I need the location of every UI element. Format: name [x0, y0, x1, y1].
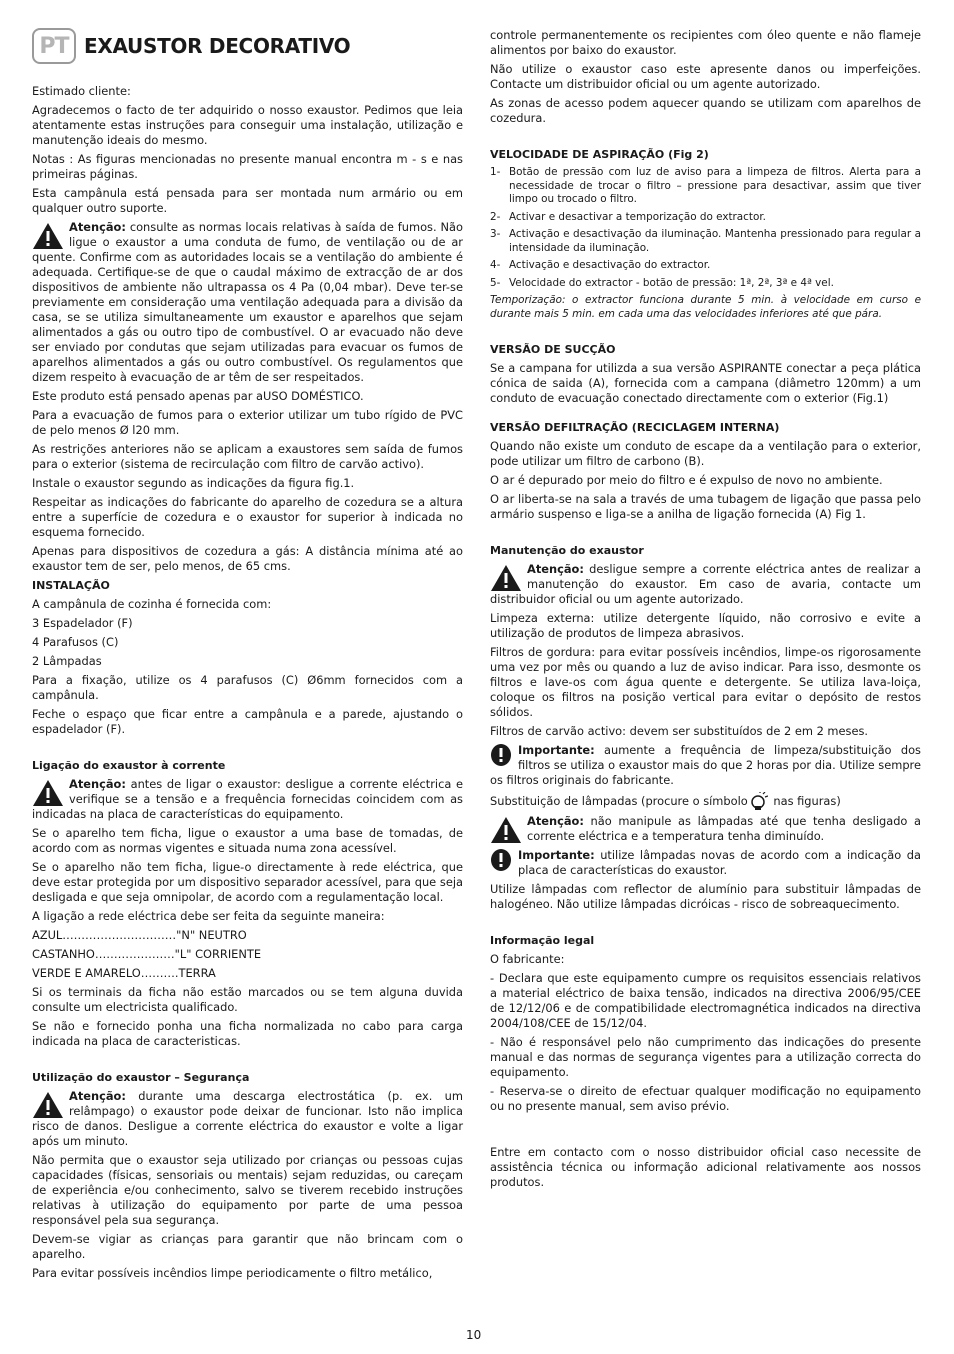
- intro-paragraph: Esta campânula está pensada para ser montada num armário ou em qualquer outro suporte.: [32, 186, 463, 215]
- wiring-line: VERDE E AMARELO……….TERRA: [32, 966, 216, 980]
- warning-label: Atenção:: [69, 220, 126, 234]
- intro-paragraph: Notas : As figuras mencionadas no presente manual encontra m - s e nas primeiras páginas.: [32, 152, 463, 181]
- section-heading-velocidade: VELOCIDADE DE ASPIRAÇÃO (Fig 2): [490, 148, 709, 161]
- lamp-replacement-line: Substituição de lâmpadas (procure o símbolo nas figuras): [490, 794, 841, 808]
- important-text: aumente a frequência de limpeza/substituição dos filtros se utiliza o exaustor mais do que 2 horas por dia. Utilize sempre os filtros originais do fabricante.: [490, 743, 921, 787]
- paragraph: Filtros de gordura: para evitar possíveis incêndios, limpe-os rigorosamente uma vez por mês ou quando a luz de aviso indicar. Para isso, desmonte os filtros e lave-os com água quente e detergente. Se utiliza lava-loiça, coloque os filtros na posição vertical para evitar o depósito de restos sólidos.: [490, 645, 921, 719]
- paragraph: controle permanentemente os recipientes com óleo quente e não flameje alimentos por baixo do exaustor.: [490, 28, 921, 57]
- section-heading-filtracao: VERSÃO DEFILTRAÇÃO (RECICLAGEM INTERNA): [490, 421, 780, 434]
- language-badge: PT: [32, 28, 76, 64]
- paragraph: Não utilize o exaustor caso este apresente danos ou imperfeições. Contacte um distribuidor oficial ou um agente autorizado.: [490, 62, 921, 91]
- warning-note: [490, 814, 921, 844]
- paragraph: Devem-se vigiar as crianças para garantir que não brincam com o aparelho.: [32, 1232, 463, 1261]
- important-note: [490, 743, 921, 788]
- paragraph: O ar é depurado por meio do filtro e é expulso de novo no ambiente.: [490, 473, 883, 487]
- paragraph: Não permita que o exaustor seja utilizado por crianças ou pessoas cujas capacidades (físicas, sensoriais ou mentais) sejam reduzidas, ou careçam de experiência e/ou conhecimento, salvo se tiverem recebido instruções relativas à utilização do equipamento por parte de uma pessoa responsável pela sua segurança.: [32, 1153, 463, 1227]
- warning-triangle-icon: [32, 222, 64, 250]
- section-heading-manutencao: Manutenção do exaustor: [490, 544, 644, 557]
- warning-text: não manipule as lâmpadas até que tenha desligado a corrente eléctrica e a temperatura tenha diminuído.: [527, 814, 921, 843]
- paragraph: Limpeza externa: utilize detergente líquido, não corrosivo e evite a utilização de produtos de limpeza abrasivos.: [490, 611, 921, 640]
- page-number: 10: [466, 1328, 482, 1342]
- warning-text: consulte as normas locais relativas à saída de fumos. Não ligue o exaustor a uma conduta de fumo, de ventilação ou de ar quente. Confirme com as autoridades locais se a ventilação do ambiente é adequada. Certifique-se de que o caudal máximo de extracção de ar dos dispositivos de ambiente não ultrapassa os 4 Pa (0,04 mbar). Deve ter-se previamente em consideração uma ventilação adequada para a divisão da casa, se se utiliza simultaneamente um exaustor e aparelhos que sejam alimentados a gás ou outro tipo de combustível. O ar evacuado não deve ser enviado por condutas que sejam utilizadas para evacuar os fumos de aparelhos alimentados a gás ou outro combustível. Os regulamentos que dizem respeito à evacuação de ar têm de ser respeitados.: [32, 220, 463, 384]
- warning-note: [32, 220, 463, 385]
- warning-text: desligue sempre a corrente eléctrica antes de realizar a manutenção do exaustor. Em caso de avaria, contacte um distribuidor oficial ou um agente autorizado.: [490, 562, 921, 606]
- section-heading-succao: VERSÃO DE SUCÇÃO: [490, 343, 616, 356]
- paragraph: Se a campana for utilizda a sua versão ASPIRANTE conectar a peça plática cónica de saida (A), fornecida com a campana (diâmetro 120mm) a um conduto de evacuação conectado directamente com o exterior (Fig.1): [490, 361, 921, 405]
- list-item: 5- Velocidade do extractor - botão de pressão: 1ª, 2ª, 3ª e 4ª vel.: [490, 276, 834, 289]
- paragraph: A ligação a rede eléctrica debe ser feita da seguinte maneira:: [32, 909, 385, 923]
- paragraph: As restrições anteriores não se aplicam a exaustores sem saída de fumos para o exterior (sistema de recirculação com filtro de carvão activo).: [32, 442, 463, 471]
- wiring-line: CASTANHO…………………"L" CORRIENTE: [32, 947, 262, 961]
- section-heading-instalacao: INSTALAÇÃO: [32, 579, 110, 592]
- intro-paragraph: Estimado cliente:: [32, 84, 131, 98]
- warning-note: [490, 562, 921, 607]
- paragraph: O ar liberta-se na sala a través de uma tubagem de ligação que passa pelo armário suspenso e liga-se a anilha de ligação fornecida (A) Fig 1.: [490, 492, 921, 521]
- bulb-icon: [750, 792, 768, 810]
- paragraph: Se não e fornecido ponha una ficha normalizada no cabo para carga indicada na placa de caracteristicas.: [32, 1019, 463, 1048]
- timer-note: Temporização: o extractor funciona durante 5 min. à velocidade em curso e durante mais 5 min. em cada uma das velocidades inferiores até que pára.: [490, 294, 921, 320]
- paragraph: - Reserva-se o direito de efectuar qualquer modificação no equipamento ou no presente manual, sem aviso prévio.: [490, 1084, 921, 1113]
- important-label: Importante:: [518, 848, 595, 862]
- paragraph: Para a evacuação de fumos para o exterior utilizar um tubo rígido de PVC de pelo menos Ø l20 mm.: [32, 408, 463, 437]
- exclamation-circle-icon: [490, 743, 512, 767]
- paragraph: Este produto está pensado apenas par aUSO DOMÉSTICO.: [32, 389, 364, 403]
- list-item: 3 Espadelador (F): [32, 616, 133, 630]
- paragraph: - Declara que este equipamento cumpre os requisitos essenciais relativos a material eléctrico de baixa tensão, indicados na directiva 2006/95/CEE de 12/12/06 e de compatibilidade electromagnética indicados na directiva 2004/108/CEE de 15/12/04.: [490, 971, 921, 1030]
- paragraph: Quando não existe um conduto de escape da a ventilação para o exterior, pode utilizar um filtro de carbono (B).: [490, 439, 921, 468]
- paragraph: As zonas de acesso podem aquecer quando se utilizam com aparelhos de cozedura.: [490, 96, 921, 125]
- left-column: [32, 28, 463, 1285]
- paragraph: Apenas para dispositivos de cozedura a gás: A distância mínima até ao exaustor tem de ser, pelo menos, de 65 cms.: [32, 544, 463, 573]
- list-item: 2 Lâmpadas: [32, 654, 102, 668]
- right-column: [490, 28, 921, 1194]
- paragraph: Respeitar as indicações do fabricante do aparelho de cozedura se a altura entre a superfície de cozedura e o exaustor for superior à indicada no esquema fornecido.: [32, 495, 463, 539]
- speed-list: [490, 166, 921, 290]
- section-heading-seguranca: Utilização do exaustor – Segurança: [32, 1071, 250, 1084]
- list-item: 4- Activação e desactivação do extractor.: [490, 259, 711, 271]
- paragraph: Para evitar possíveis incêndios limpe periodicamente o filtro metálico,: [32, 1266, 433, 1280]
- contact-paragraph: Entre em contacto com o nosso distribuidor oficial caso necessite de assistência técnica ou informação adicional relativamente aos nossos produtos.: [490, 1145, 921, 1189]
- list-item: 2- Activar e desactivar a temporização do extractor.: [490, 210, 766, 223]
- warning-text: durante uma descarga electrostática (p. ex. um relâmpago) o exaustor pode deixar de funcionar. Isto não implica risco de danos. Desligue a corrente eléctrica do exaustor e volte a ligar após um minuto.: [32, 1089, 463, 1148]
- paragraph: Se o aparelho tem ficha, ligue o exaustor a uma base de tomadas, de acordo com as normas vigentes e situada numa zona acessível.: [32, 826, 463, 855]
- important-label: Importante:: [518, 743, 595, 757]
- paragraph: Si os terminais da ficha não estão marcados ou se tem alguna duvida consulte um electricista qualificado.: [32, 985, 463, 1014]
- paragraph: Feche o espaço que ficar entre a campânula e a parede, ajustando o espadelador (F).: [32, 707, 463, 736]
- warning-triangle-icon: [32, 1091, 64, 1119]
- list-item: 3- Activação e desactivação da iluminação. Mantenha pressionado para regular a intensidade da iluminação.: [490, 228, 921, 254]
- paragraph: Se o aparelho não tem ficha, ligue-o directamente à rede eléctrica, que deve estar protegida por um dispositivo separador acessível, para que seja desligada e que seja omnipolar, de acordo com a regulamentação local.: [32, 860, 463, 904]
- warning-label: Atenção:: [527, 814, 584, 828]
- warning-text: antes de ligar o exaustor: desligue a corrente eléctrica e verifique se a tensão e a frequência fornecidas coincidem com as indicadas na placa de características do equipamento.: [32, 777, 463, 821]
- paragraph: O fabricante:: [490, 952, 565, 966]
- paragraph: A campânula de cozinha é fornecida com:: [32, 597, 272, 611]
- warning-label: Atenção:: [69, 777, 126, 791]
- list-item: 4 Parafusos (C): [32, 635, 119, 649]
- warning-label: Atenção:: [527, 562, 584, 576]
- warning-triangle-icon: [490, 816, 522, 844]
- warning-label: Atenção:: [69, 1089, 126, 1103]
- paragraph: Para a fixação, utilize os 4 parafusos (C) Ø6mm fornecidos com a campânula.: [32, 673, 463, 702]
- warning-triangle-icon: [32, 779, 64, 807]
- page-title: EXAUSTOR DECORATIVO: [84, 33, 351, 58]
- paragraph: Instale o exaustor segundo as indicações da figura fig.1.: [32, 476, 355, 490]
- paragraph: Utilize lâmpadas com reflector de alumínio para substituir lâmpadas de halogéneo. Não utilize lâmpadas dicróicas - risco de sobreaquecimento.: [490, 882, 921, 911]
- page-header: [32, 28, 463, 64]
- warning-note: [32, 1089, 463, 1149]
- important-note: [490, 848, 921, 878]
- list-item: 1- Botão de pressão com luz de aviso para a limpeza de filtros. Alerta para a necessidade de trocar o filtro – pressione para desactivar, assim que tiver limpo ou trocado o filtro.: [490, 166, 921, 205]
- wiring-line: AZUL…………………………"N" NEUTRO: [32, 928, 247, 942]
- intro-paragraph: Agradecemos o facto de ter adquirido o nosso exaustor. Pedimos que leia atentamente estas instruções para conseguir uma instalação, utilização e manutenção ideais do mesmo.: [32, 103, 463, 147]
- warning-note: [32, 777, 463, 822]
- paragraph: Filtros de carvão activo: devem ser substituídos de 2 em 2 meses.: [490, 724, 869, 738]
- section-heading-ligacao: Ligação do exaustor à corrente: [32, 759, 226, 772]
- important-text: utilize lâmpadas novas de acordo com a indicação da placa de características do exaustor.: [518, 848, 921, 877]
- warning-triangle-icon: [490, 564, 522, 592]
- section-heading-legal: Informação legal: [490, 934, 595, 947]
- paragraph: - Não é responsável pelo não cumprimento das indicações do presente manual e das normas de segurança vigentes para a utilização correcta do equipamento.: [490, 1035, 921, 1079]
- exclamation-circle-icon: [490, 848, 512, 872]
